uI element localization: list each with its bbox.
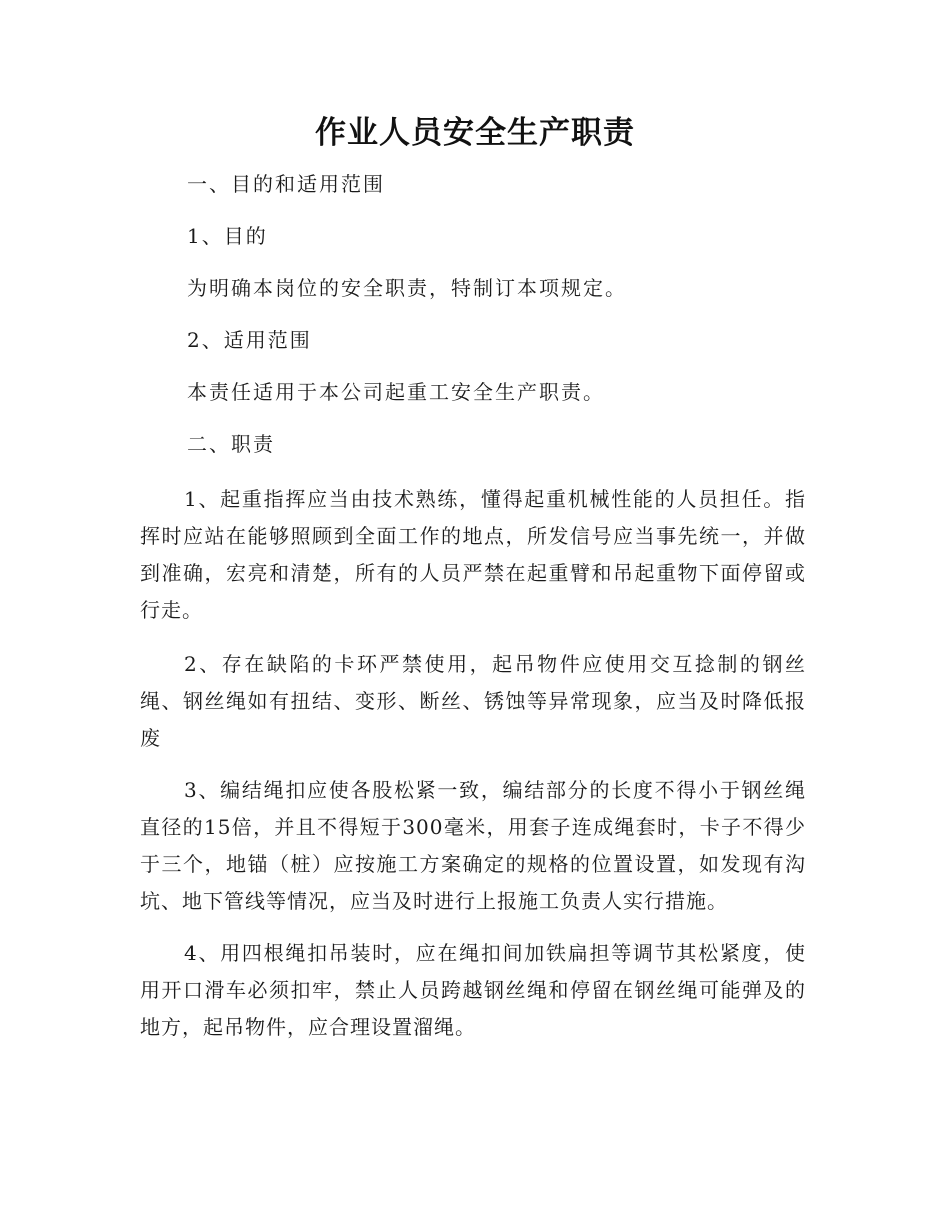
- section-2-heading: 二、职责: [187, 432, 275, 456]
- scope-heading: 2、适用范围: [187, 328, 312, 352]
- document-title: 作业人员安全生产职责: [315, 115, 635, 151]
- purpose-text: 为明确本岗位的安全职责，特制订本项规定。: [187, 276, 627, 300]
- purpose-heading: 1、目的: [187, 224, 268, 248]
- section-1-heading: 一、目的和适用范围: [187, 172, 385, 196]
- duty-paragraph-1: 1、起重指挥应当由技术熟练，懂得起重机械性能的人员担任。指挥时应站在能够照顾到全面工作的地点，所发信号应当事先统一，并做到准确，宏亮和清楚，所有的人员严禁在起重臂和吊起重物下面停留或行走。: [140, 487, 806, 622]
- duty-paragraph-2: 2、存在缺陷的卡环严禁使用，起吊物件应使用交互捻制的钢丝绳、钢丝绳如有扭结、变形、断丝、锈蚀等异常现象，应当及时降低报废: [140, 652, 806, 750]
- duty-paragraph-3: 3、编结绳扣应使各股松紧一致，编结部分的长度不得小于钢丝绳直径的15倍，并且不得短于300毫米，用套子连成绳套时，卡子不得少于三个，地锚（桩）应按施工方案确定的规格的位置设置，如发现有沟坑、地下管线等情况，应当及时进行上报施工负责人实行措施。: [140, 778, 806, 913]
- scope-text: 本责任适用于本公司起重工安全生产职责。: [187, 380, 605, 404]
- duty-paragraph-4: 4、用四根绳扣吊装时，应在绳扣间加铁扁担等调节其松紧度，使用开口滑车必须扣牢，禁止人员跨越钢丝绳和停留在钢丝绳可能弹及的地方，起吊物件，应合理设置溜绳。: [140, 941, 806, 1039]
